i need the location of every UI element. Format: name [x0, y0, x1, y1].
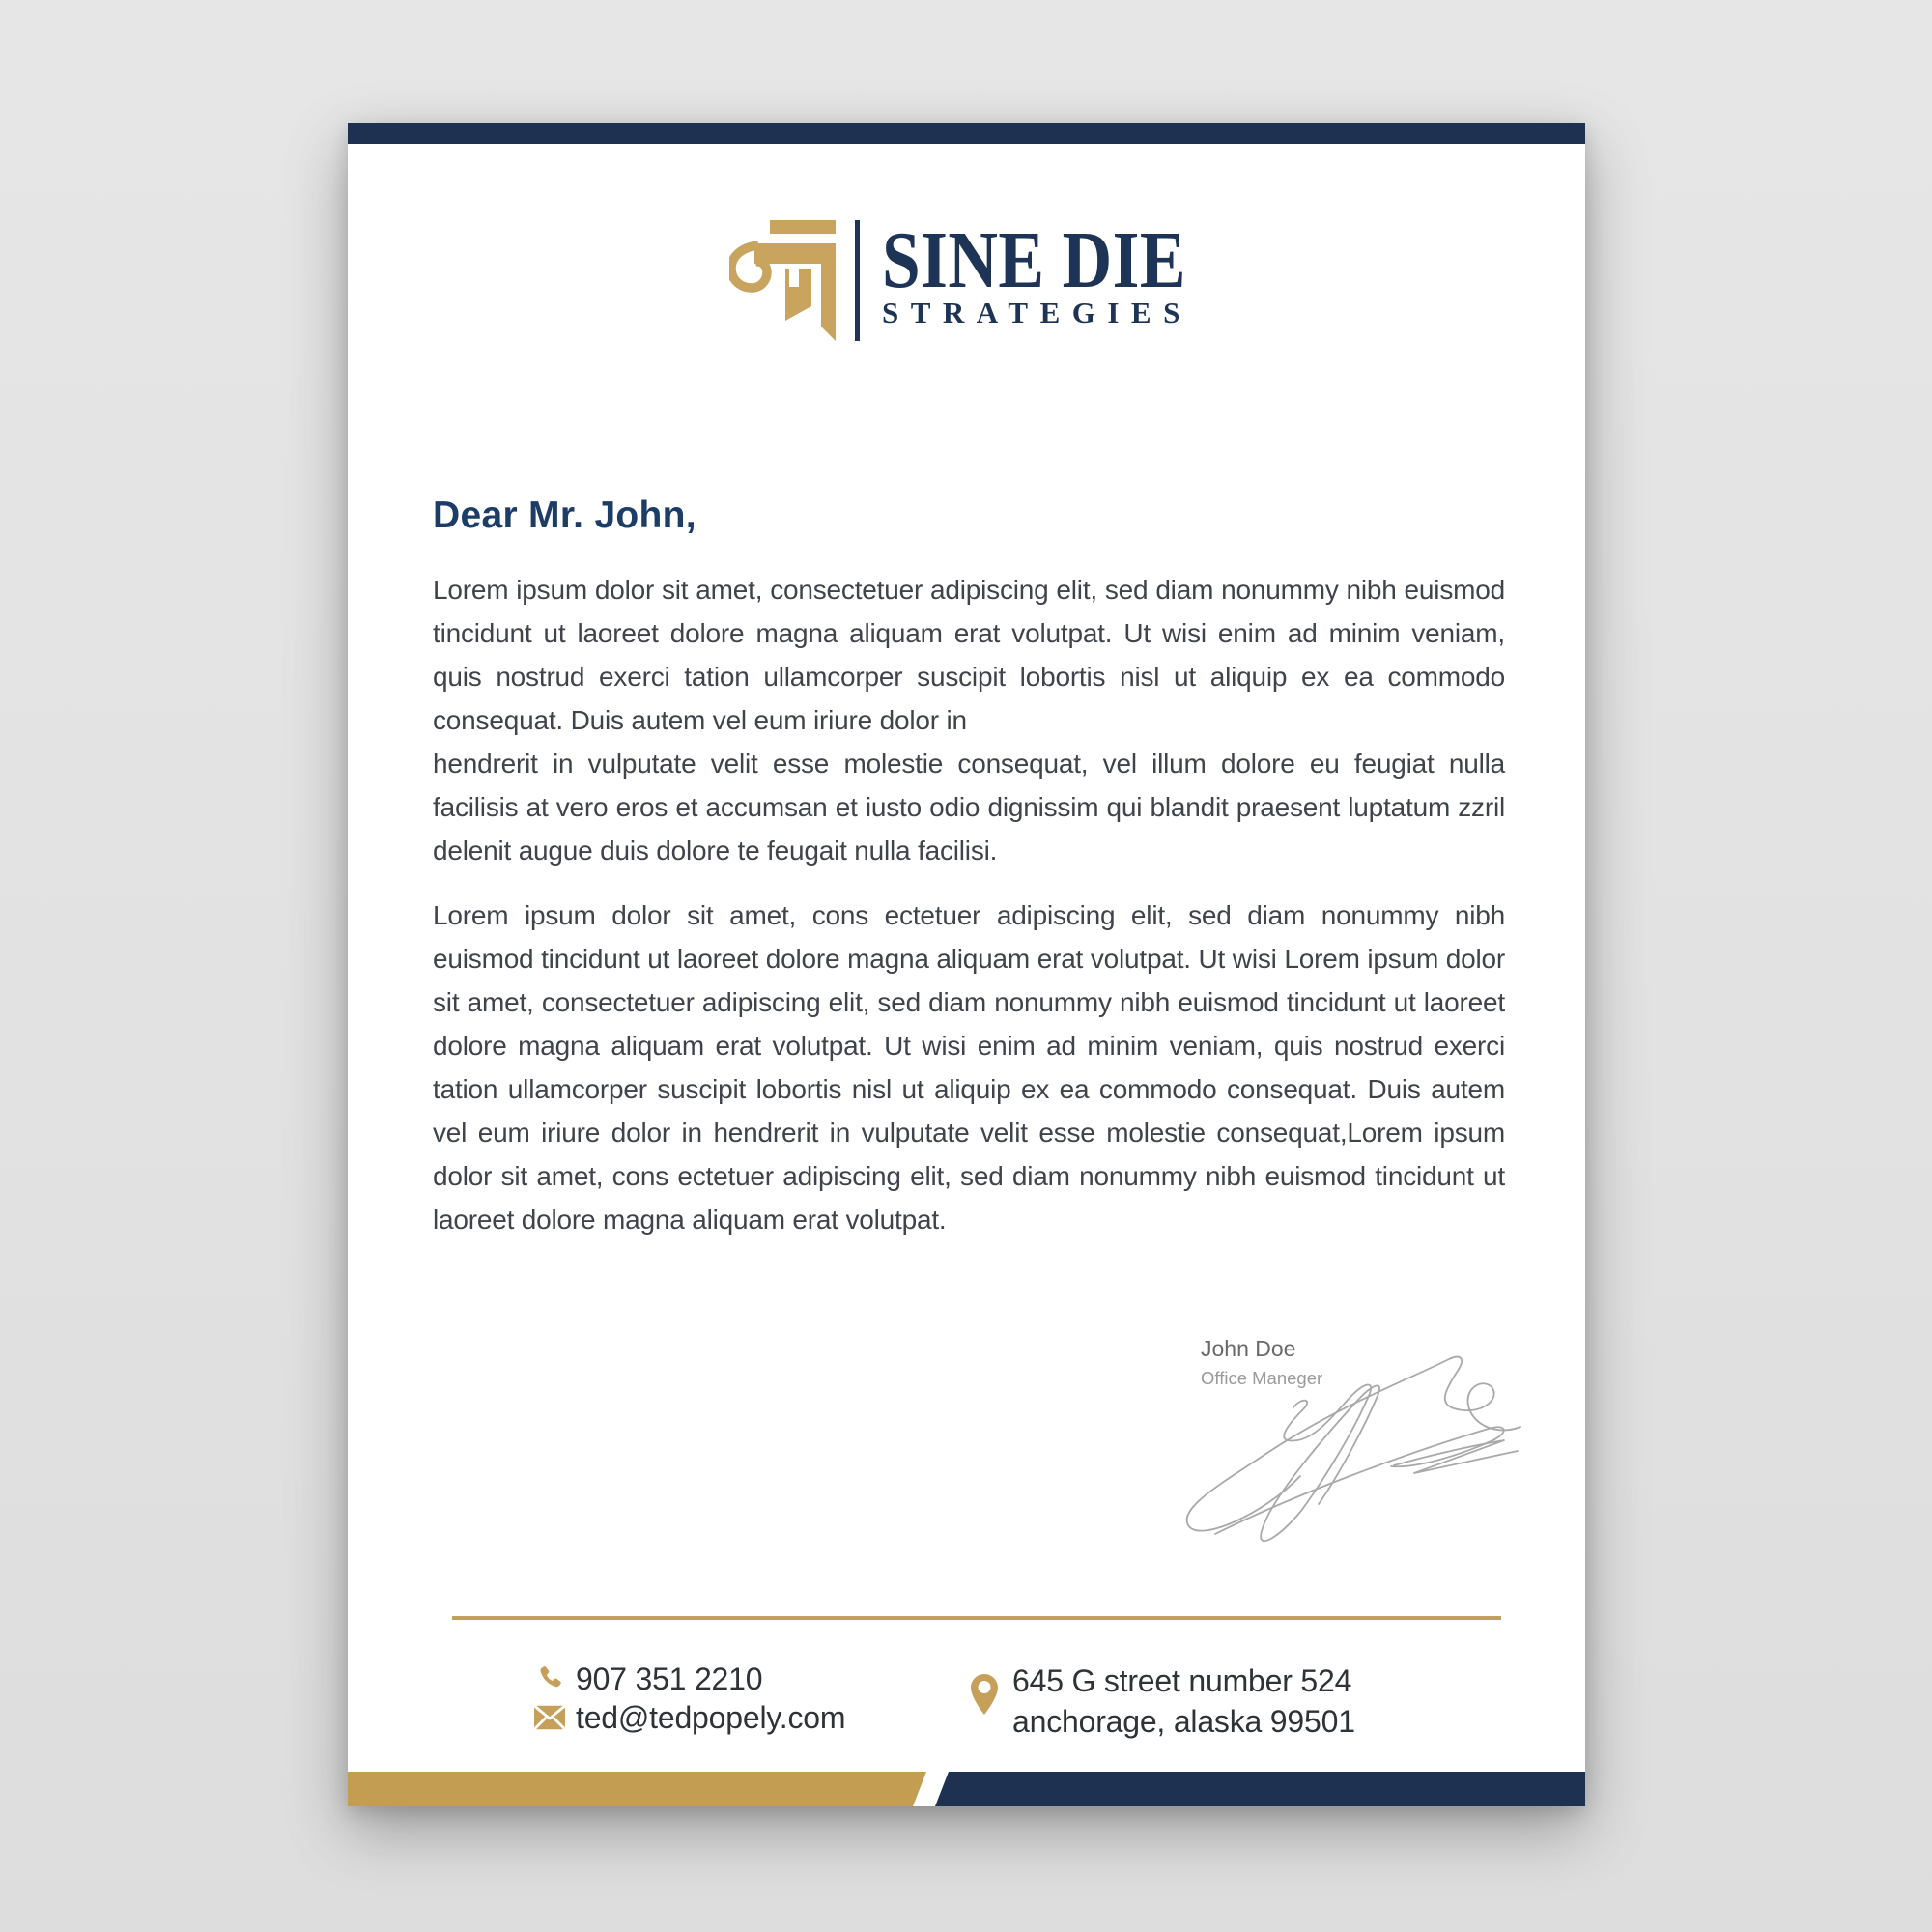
- address-column: [971, 1661, 1355, 1742]
- address-line-1: 645 G street number 524: [1012, 1663, 1352, 1698]
- phone-number: 907 351 2210: [576, 1661, 763, 1696]
- brand-name: SINE DIE: [882, 215, 1186, 305]
- paragraph-2: hendrerit in vulputate velit esse molestie consequat, vel illum dolore eu feugiat nulla facilisis at vero eros et accumsan et iusto odio dignissim qui blandit praesent luptatum zzril delenit augue duis dolore te feugait nulla facilisi.: [433, 749, 1505, 866]
- brand-wordmark: [882, 215, 1192, 329]
- footer-divider-line: [452, 1616, 1501, 1620]
- logo-divider: [855, 220, 860, 341]
- email-row: [534, 1701, 845, 1734]
- phone-icon: [534, 1664, 565, 1693]
- envelope-icon: [534, 1705, 565, 1730]
- paragraph-3: Lorem ipsum dolor sit amet, cons ectetuer adipiscing elit, sed diam nonummy nibh euismod tincidunt ut laoreet dolore magna aliquam erat volutpat. Ut wisi Lorem ipsum dolor sit amet, consectetuer adipiscing elit, sed diam nonummy nibh euismod tincidunt ut laoreet dolore magna aliquam erat volutpat. Ut wisi enim ad minim veniam, quis nostrud exerci tation ullamcorper suscipit lobortis nisl ut aliquip ex ea commodo consequat. Duis autem vel eum iriure dolor in hendrerit in vulputate velit esse molestie consequat,Lorem ipsum dolor sit amet, cons ectetuer adipiscing elit, sed diam nonummy nibh euismod tincidunt ut laoreet dolore magna aliquam erat volutpat.: [433, 900, 1505, 1235]
- signer-title: Office Maneger: [1201, 1368, 1323, 1388]
- pillar-logo-icon: [729, 220, 838, 342]
- signer-name: John Doe: [1201, 1336, 1296, 1361]
- top-accent-bar: [348, 123, 1585, 144]
- brand-subname: STRATEGIES: [882, 296, 1192, 329]
- signature-scribble: [1159, 1350, 1546, 1573]
- letter-body: [433, 568, 1505, 1241]
- address-text: [1012, 1661, 1355, 1742]
- email-address: ted@tedpopely.com: [576, 1699, 846, 1735]
- salutation: Dear Mr. John,: [433, 495, 696, 536]
- location-pin-icon: [971, 1674, 998, 1742]
- contact-column: [534, 1662, 845, 1740]
- brand-logo: [729, 215, 1192, 355]
- letterhead-page: [348, 123, 1585, 1806]
- phone-row: [534, 1662, 845, 1695]
- paragraph-1: Lorem ipsum dolor sit amet, consectetuer adipiscing elit, sed diam nonummy nibh euismod tincidunt ut laoreet dolore magna aliquam erat volutpat. Ut wisi enim ad minim veniam, quis nostrud exerci tation ullamcorper suscipit lobortis nisl ut aliquip ex ea commodo consequat. Duis autem vel eum iriure dolor in: [433, 575, 1505, 735]
- address-line-2: anchorage, alaska 99501: [1012, 1704, 1355, 1739]
